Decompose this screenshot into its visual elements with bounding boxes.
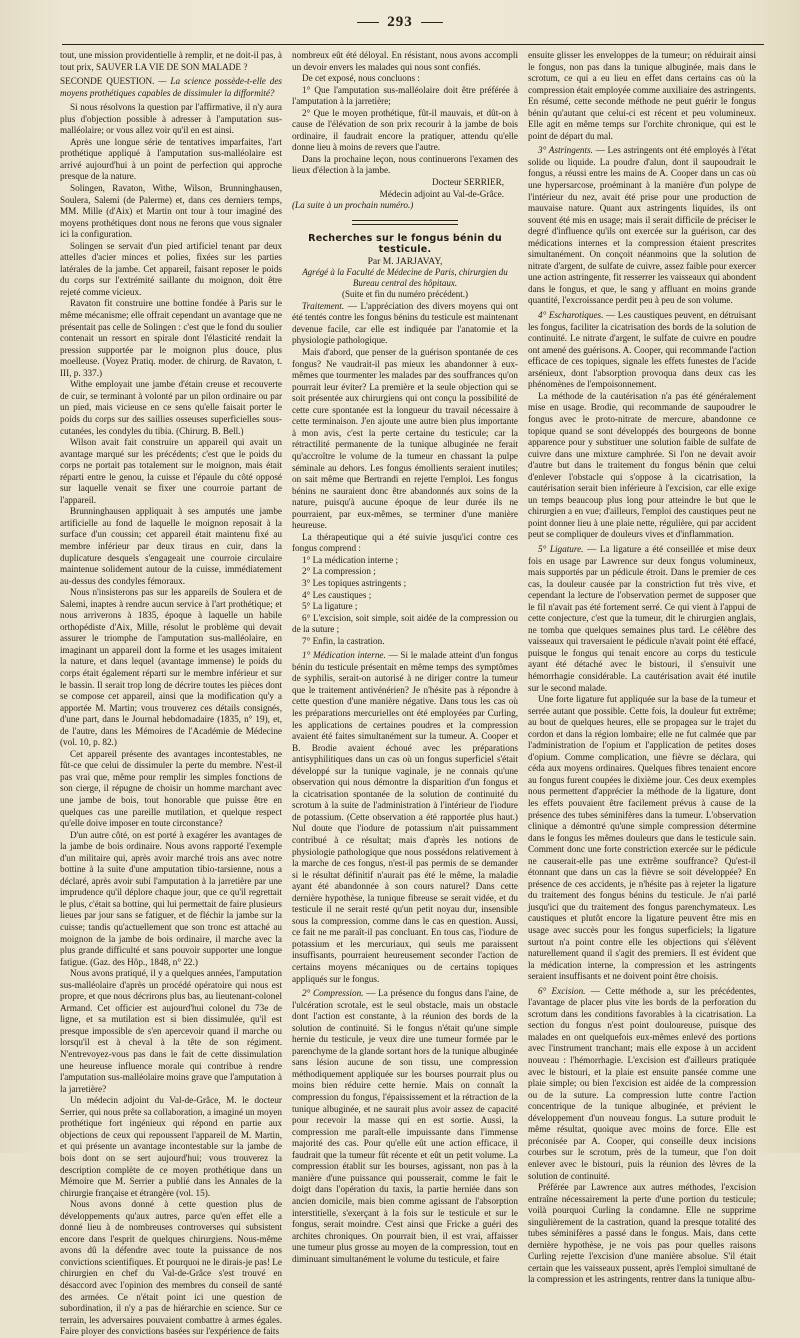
col2-paragraph: 1° Que l'amputation sus-malléolaire doit être préférée à l'amputation à la jarretière; <box>292 84 518 107</box>
col1-paragraph: Nous n'insisterons pas sur les appareils de Soulera et de Salemi, inaptes à rendre aucun service à l'art prothétique; et nous arriverons à 1835, époque à laquelle un habile orthopédiste d'Aix, Mille, résolut le problème qui devait assurer le triomphe de l'amputation sus-malléolaire, en imaginant un appareil dont la forme et les usages imitaient la nature, et dans lequel (avantage immense) le poids du corps était également réparti sur le membre inférieur et sur le bassin. Il serait trop long de décrire toutes les pièces dont se compose cet appareil, ainsi que la modification qu'y a apportée M. Martin; vous trouverez ces détails consignés, d'une part, dans le Journal hebdomadaire (1835, n° 19), et, de l'autre, dans les Mémoires de l'Académie de Médecine (vol. 10, p. 82.) <box>60 587 282 748</box>
article-title: Recherches sur le fongus bénin du testicule. <box>308 232 502 256</box>
col2-paragraph: De cet exposé, nous concluons : <box>302 73 420 84</box>
col3-paragraph: Une forte ligature fut appliquée sur la base de la tumeur et serrée autant que possible. Cette fois, la douleur fut extrême; au bout de quelques heures, elle se propagea sur le trajet du cordon et dans la région lombaire; elle ne fut calmée que par l'administration de l'opium et l'application de petites doses d'opium. Comme complication, une fièvre se déclara, qui céda aux moyens ordinaires. Quelques fibres tenaient encore au fongus furent coupées le dixième jour. Ces deux exemples nous permettent d'apprécier la méthode de la ligature, dont les effets pouvaient être facilement prévus à cause de la présence des tubes séminifères dans la tumeur. L'observation clinique a démontré qu'une simple compression détermine dans le fongus les mêmes douleurs que dans le testicule sain. Comment donc une forte constriction exercée sur le pédicule ne causerait-elle pas une extrême souffrance? Qu'est-il étonnant que dans un cas la fièvre se soit développée? En présence de ces accidents, je n'hésite pas à rejeter la ligature du traitement des fongus bénins du testicule. Je n'ai parlé jusqu'ici que du traitement des fongus parenchymateux. Les caustiques et plutôt encore la ligature peuvent être mis en usage avec succès pour les fongus superficiels; la ligature surtout n'a point contre elle les objections qui s'élèvent naturellement quand il s'agit des premiers. Il est évident que la médication interne, la compression et les astringents seraient insuffisants et ne doivent point être choisis. <box>528 694 756 982</box>
signature-title: Médecin adjoint au Val-de-Grâce. <box>379 188 504 199</box>
list-item: 4° Les caustiques ; <box>302 589 372 600</box>
second-question <box>60 76 282 99</box>
ligature-paragraph <box>528 544 756 694</box>
compression-paragraph <box>292 988 518 1265</box>
col1-intro: tout, une mission providentielle à remplir, et ne doit-il pas, à tout prix, SAUVER LA VIE DE SON MALADE ? <box>60 50 282 72</box>
col2-paragraph: Mais d'abord, que penser de la guérison spontanée de ces fongus? Ne vaudrait-il pas mieux les abandonner à eux-mêmes que tourmenter les malades par des souffrances qu'on pourrait leur éviter? La première et la seule objection qui se soit présentée aux chirurgiens qui ont conçu la possibilité de cette cure spontanée est la longueur du travail nécessaire à cette terminaison. J'en ajoute une autre bien plus importante à mon avis, c'est la perte certaine du testicule; car la rétractilité permanente de la tunique albuginée ne ferait qu'accroître le volume de la tumeur en chassant la pulpe séminale au dehors. Les fongus émollients seraient inutiles; on sait même que Bertrandi en rejette l'emploi. Les fongus bénins ne sauraient donc être abandonnés aux soins de la nature, puisqu'à aucune époque de leur durée ils ne pourraient, par eux-mêmes, se terminer d'une manière heureuse. <box>292 347 518 531</box>
col2-paragraph: 2° Que le moyen prothétique, fût-il mauvais, et dût-on à cause de l'élévation de son prix recourir à la jambe de bois ordinaire, il faudrait encore la pratiquer, attendu qu'elle donne lieu à moins de revers que l'autre. <box>292 107 518 153</box>
col2-paragraph: Dans la prochaine leçon, nous continuerons l'examen des lieux d'élection à la jambe. <box>292 153 518 176</box>
ligature-text: — La ligature a été conseillée et mise deux fois en usage par Lawrence sur deux fongus volumineux, mais supportés par un pédicule étroit. Dans le premier de ces cas, la douleur causée par la constriction fut très vive, et cependant la lecture de l'observation permet de supposer que le fil n'avait pas été fortement serré. Ce qui vient à l'appui de cette conjecture, c'est que la tumeur, dit le chirurgien anglais, ne tomba que quelques semaines plus tard. Le célèbre des vaisseaux qui traversaient le pédicule n'avait point été effacé, puisque le fongus qui tenait encore au corps du testicule ayant été détaché avec le bistouri, il s'ensuivit une hémorrhagie considérable. La cautérisation avait été inutile sur le second malade. <box>528 543 757 693</box>
signature-name: Docteur SERRIER, <box>432 177 504 188</box>
list-item: 7° Enfin, la castration. <box>302 635 385 646</box>
therapy-list <box>292 555 518 647</box>
col1-paragraph: Un médecin adjoint du Val-de-Grâce, M. le docteur Serrier, qui nous prête sa collaboration, a imaginé un moyen prothétique fort ingénieux qui répond en partie aux objections de ceux qui repoussent l'appareil de M. Martin, et qui présente un avantage incontestable sur la jambe de bois dont on se sert aujourd'hui; vous trouverez la description complète de ce moyen prothétique dans un Mémoire que M. Serrier a publié dans les Annales de la chirurgie française et étrangère (vol. 15). <box>60 1095 282 1198</box>
article-author: Par M. JARJAVAY, <box>367 255 443 267</box>
escharotics-label: 4° Escharotiques. <box>538 310 604 321</box>
col1-paragraph: Cet appareil présente des avantages incontestables, ne fût-ce que celui de dissimuler la perte du membre. N'est-il pas vrai que, même pour remplir les simples fonctions de son cierge, il répugne de choisir un homme marchant avec une jambe de bois, tout honorable que puisse être en quelques cas une pareille mutilation, et quelque respect qu'elle doive imposer en toute circonstance? <box>60 748 282 829</box>
treatment-label: Traitement. <box>302 300 345 311</box>
col3-paragraph: ensuite glisser les enveloppes de la tumeur; on réduirait ainsi le fongus, non pas dans la tunique albuginée, mais dans le scrotum, ce qui a eu lieu en effet dans certains cas où la compression était employée comme auxiliaire des astringents. En résumé, cette seconde méthode ne peut guérir le fongus bénin qu'autant que celui-ci est récent et peu volumineux. Elle agit en même temps sur l'orchite chronique, qui est le point de départ du mal. <box>528 50 756 141</box>
excision-text: — Cette méthode a, sur les précédentes, l'avantage de placer plus vite les bords de la perforation du scrotum dans les conditions favorables à la cicatrisation. La section du fongus n'est point douloureuse, puisque des malades en ont quelquefois eux-mêmes enlevé des portions avec l'instrument tranchant; mais elle expose à un accident nouveau : l'hémorrhagie. L'excision est d'ailleurs pratiquée avec le bistouri, et la plaie est ensuite pansée comme une plaie simple; ou bien l'excision est aidée de la compression ou de la suture. La compression lutte contre l'action concentrique de la tunique albuginée, et prévient le développement d'un nouveau fongus. La suture produit le même résultat, quoique avec moins de force. Elle est préconisée par A. Cooper, qui conseille deux incisions courbes sur le scrotum, près de la tumeur, que l'on doit enlever avec le bistouri, puis la réunion des lèvres de la solution de continuité. <box>528 985 756 1181</box>
col1-paragraph: Nous avons donné à cette question plus de développements qu'aux autres, parce qu'en effet elle a donné lieu à de nombreuses controverses qui subsistent encore dans l'esprit de quelques chirurgiens. Nous-même avons dû la défendre avec toute la puissance de nos convictions scientifiques. Et pourquoi ne le dirais-je pas! Le chirurgien en chef du Val-de-Grâce s'est trouvé en désaccord avec l'opinion des membres du conseil de santé des armées. Ce n'était point ici une question de subordination, il n'y a pas de hiérarchie en science. Sur ce terrain, les adversaires pouvaient combattre à armes égales. Faire ployer des convictions basées sur l'expérience de faits <box>60 1199 282 1337</box>
col3-paragraph: La méthode de la cautérisation n'a pas été généralement mise en usage. Brodie, qui recommande de saupoudrer le fongus avec le proto-nitrate de mercure, abandonne ce topique quand se sont développés des bourgeons de bonne apparence pour y substituer une solution faible de sulfate de cuivre dans une mixture camphrée. Si l'on ne devait avoir d'autre but dans le traitement du fongus bénin que celui d'enlever l'obstacle qui s'oppose à la cicatrisation, la cautérisation serait bien inférieure à l'excision, car elle exige un temps beaucoup plus long pour atteindre le but que le chirurgien a en vue; d'ailleurs, l'emploi des caustiques peut ne point donner lieu à une plaie nette, régulière, qui par accident peut se compliquer de douleurs vives et d'inflammation. <box>528 390 756 540</box>
col1-paragraph: Withe employait une jambe d'étain creuse et recouverte de cuir, se terminant à volonté par un pilon ordinaire ou par un pied, mais vicieuse en ce sens qu'elle faisait porter le poids du corps sur des saillies osseuses superficielles sous-cutanées, les condyles du tibia. (Chirurg. B. Bell.) <box>60 379 282 436</box>
list-item: 3° Les topiques astringents ; <box>302 577 407 588</box>
medication-paragraph <box>292 650 518 985</box>
list-item: 6° L'excision, soit simple, soit aidée de la compression ou de la suture ; <box>292 612 518 635</box>
col1-paragraph: Nous avons pratiqué, il y a quelques années, l'amputation sus-malléolaire d'après un procédé opératoire qui nous est propre, et que nous décrirons plus bas, au lieutenant-colonel Armand. Cet officier est aujourd'hui colonel du 73e de ligne, et sa mutilation est si bien dissimulée, qu'il est presque impossible de s'en apercevoir quand il marche ou lorsqu'il est à cheval à la tête de son régiment. N'entrevoyez-vous pas dans le fait de cette dissimulation une heureuse influence morale qui contribue à rendre l'amputation sus-malléolaire moins grave que l'amputation à la jarretière? <box>60 968 282 1094</box>
author-affiliation: Agrégé à la Faculté de Médecine de Paris, chirurgien du Bureau central des hôpitaux. <box>302 267 508 289</box>
col1-paragraph: Solingen se servait d'un pied artificiel tenant par deux attelles d'acier minces et polies, fixées sur les parties latérales de la jambe. Cet appareil, faisant reposer le poids du corps sur l'extrémité saillante du moignon, doit être rejeté comme vicieux. <box>60 240 282 297</box>
col3-paragraph: Préférée par Lawrence aux autres méthodes, l'excision entraîne nécessairement la perte d'une portion du testicule; voilà pourquoi Curling la condamne. Elle ne supprime singulièrement de la castration, quand la presque totalité des tubes séminifères a passé dans le fongus. Mais, dans cette dernière hypothèse, je ne vois pas pour quelles raisons Curling rejette l'excision d'une manière absolue. S'il était certain que les vaisseaux pussent, après l'emploi simultané de la compression et les astringents, rentrer dans la tunique albu- <box>528 1182 756 1285</box>
col2-paragraph: nombreux eût été déloyal. En résistant, nous avons accompli un devoir envers les malades qui nous sont confiés. <box>292 50 518 72</box>
escharotics-text: — Les caustiques peuvent, en détruisant les fongus, faciliter la cicatrisation des bords de la solution de continuité. Le nitrate d'argent, le sulfate de cuivre en poudre ont amené des guérisons. A. Cooper, qui recommande l'action efficace de ces topiques, signale les effets funestes de l'acide arsénieux, dont l'absorption provoqua dans deux cas les phénomènes de l'empoisonnement. <box>528 310 756 390</box>
excision-paragraph <box>528 986 756 1182</box>
list-item: 2° La compression ; <box>302 566 376 577</box>
ligature-label: 5° Ligature. <box>538 543 584 554</box>
col2-paragraph: La thérapeutique qui a été suivie jusqu'ici contre ces fongus comprend : <box>292 531 518 554</box>
second-question-label: SECONDE QUESTION. <box>60 76 155 87</box>
col1-paragraph: D'un autre côté, on est porté à exagérer les avantages de la jambe de bois ordinaire. Nous avons rapporté l'exemple d'un militaire qui, après avoir marché trois ans avec notre bottine à la suite d'une amputation tibio-tarsienne, nous a déclaré, après avoir subi l'amputation à la jarretière par une imprudence qu'il déplore chaque jour, que ce qu'il regrettait le plus, c'était sa bottine, qui lui permettait de faire plusieurs lieues par jour sans se fatiguer, et de fléchir la jambe sur la cuisse; tandis qu'actuellement que son tronc est attaché au moignon de la jambe de bois ordinaire, il marche avec la plus grande difficulté et sans pouvoir supporter une longue fatigue. (Gaz. des Hôp., 1848, n° 22.) <box>60 829 282 967</box>
column-1 <box>60 50 282 1337</box>
medication-text: — Si le malade atteint d'un fongus bénin du testicule présentait en même temps des symptômes de syphilis, serait-on autorisé à ne diriger contre la tumeur que le traitement antivénérien? Je n'hésite pas à répondre à cette question d'une manière négative. Dans tous les cas où les préparations mercurielles ont été employées par Curling, les applications de certaines poudres et la compression avaient été faites simultanément sur la tumeur. A. Cooper et B. Brodie avaient échoué avec les préparations antisyphilitiques dans un cas où un fongus superficiel s'était développé sur la tunique vaginale, je ne connais qu'une observation qui nous démontre la disparition d'un fongus et la cicatrisation spontanée de la solution de continuité du scrotum à la suite de l'administration à l'intérieur de l'iodure de potassium. (Cette observation a été rapportée plus haut.) Nul doute que l'iodure de potassium n'ait puissamment contribué à ce résultat; mais d'après les notions de physiologie pathologique que nous possédons relativement à la marche de ces fongus, n'est-il pas permis de se demander si le résultat définitif n'aurait pas été le même, la maladie ayant été abandonnée à son cours naturel? Dans cette dernière hypothèse, la tunique fibreuse se serait vidée, et du testicule il ne serait resté qu'un petit noyau dur, insensible sous la compression, comme dans le cas en question. Aussi, ce fait ne me paraît-il pas concluant. En tous cas, l'iodure de potassium et les mercuriaux, qui seuls me paraissent insuffisants, pourraient heureusement seconder l'action de certains moyens mécaniques ou de certains topiques appliqués sur le fongus. <box>292 650 518 984</box>
continued-note: (La suite à un prochain numéro.) <box>292 200 414 211</box>
column-3 <box>528 50 757 1285</box>
compression-text: — La présence du fongus dans l'aine, de l'ulcération scrotale, est le seul obstacle, mais un obstacle dont l'action est constante, à la réunion des bords de la solution de continuité. Si le fongus n'était qu'une simple hernie du testicule, je veux dire une tumeur formée par le parenchyme de la glande sortant hors de la tunique albuginée sans lésion aucune de son tissu, une compression méthodiquement appliquée sur les bourses pourrait plus ou moins bien réduire cette hernie. Mais on connaît la compression du fongus, l'épaississement et la rétraction de la tunique albuginée, et ne saurait plus avoir assez de capacité pour recevoir la masse qui en est sortie. Aussi, la compression me paraît-elle impuissante dans l'immense majorité des cas. Pour qu'elle eût une action efficace, il faudrait que la tumeur fût récente et eût un petit volume. La compression établit sur les bourses, agissant, non pas à la manière d'une puissance qui pousserait, comme le fait le doigt dans l'opération du taxis, la partie herniée dans son ancien domicile, mais bien comme agissant de l'absorption interstitielle, s'exerçant à la fois sur le testicule et sur le fongus, serait moindre. C'est ainsi que Fricke a guéri des archites chroniques. On pourrait bien, il est vrai, affaisser une tumeur plus grosse au moyen de la compression, tout en diminuant simultanément le volume du testicule, et faire <box>292 988 518 1264</box>
page-number: 293 <box>0 14 800 31</box>
compression-label: 2° Compression. <box>302 988 364 999</box>
astringents-text: — Les astringents ont été employés à l'état solide ou liquide. La poudre d'alun, dont il saupoudrait le fongus, a réussi entre les mains de A. Cooper dans un cas où une hypersarcose, proéminant à la manière d'un polype de l'intérieur du nez, avait été prise pour une production de mauvaise nature. Quant aux astringents liquides, ils ont souvent été mis en usage; mais il serait difficile de préciser le degré d'influence qu'ils ont exercée sur la guérison, car des médications internes et la compression étaient prescrites simultanément. On conçoit néanmoins que la solution de nitrate d'argent, de sulfate de cuivre, assez faible pour exercer une action astringente, fit resserrer les vaisseaux qui abondent dans le fongus, et que, le sang y affluant en moins grande quantité, l'excroissance perdit peu à peu de son volume. <box>528 145 756 306</box>
second-question-text: — La science possède-t-elle des moyens prothétiques capables de dissimuler la difformité? <box>60 76 282 98</box>
treatment-paragraph <box>292 301 518 347</box>
astringents-label: 3° Astringents. <box>538 145 593 156</box>
col1-paragraph: Solingen, Ravaton, Withe, Wilson, Brunninghausen, Soulera, Salemi (de Palerme) et, dans ces derniers temps, MM. Mille (d'Aix) et Martin ont tour à tour imaginé des moyens prothétiques dont nous ne ferons que vous signaler ici la configuration. <box>60 183 282 240</box>
col1-paragraph: Brunninghausen appliquait à ses amputés une jambe artificielle au fond de laquelle le moignon reposait à la surface d'un coussin; cet appareil était maintenu fixé au membre inférieur par deux tiraus en cuir, dans la duplicature desquels s'engageait une courroie circulaire maintenue solidement autour de la cuisse, immédiatement au-dessus des condyles fémoraux. <box>60 506 282 586</box>
col1-paragraph: Wilson avait fait construire un appareil qui avait un avantage marqué sur les précédents; c'est que le poids du corps ne portait pas totalement sur le moignon, mais était réparti entre le genou, la cuisse et l'épaule du côté opposé sur laquelle venait se fixer une courroie partant de l'appareil. <box>60 437 282 505</box>
header-rule <box>62 44 764 45</box>
col1-paragraph: Si nous résolvons la question par l'affirmative, il n'y aura plus d'objection possible à adresser à l'amputation sus-malléolaire; or vous allez voir qu'il en est ainsi. <box>60 102 282 136</box>
article-separator <box>352 220 458 225</box>
astringents-paragraph <box>528 145 756 307</box>
list-item: 5° La ligature ; <box>302 601 358 612</box>
treatment-text: — L'appréciation des divers moyens qui ont été tentés contre les fongus bénins du testicule est maintenant devenue facile, car elle est indiquée par l'anatomie et la physiologie pathologique. <box>292 300 518 346</box>
column-2 <box>292 50 518 1264</box>
escharotics-paragraph <box>528 310 756 391</box>
col1-paragraph: Ravaton fit construire une bottine fondée à Paris sur le même mécanisme; elle offrait cependant un avantage que ne présentait pas celle de Solingen : c'est que le fond du soulier contenait un ressort en spirale dont l'élasticité rendait la pression supportée par le moignon plus douce, plus moelleuse. (Voyez Pratiq. moder. de chirurg. de Ravaton, t. III, p. 337.) <box>60 298 282 378</box>
col1-paragraph: Après une longue série de tentatives imparfaites, l'art prothétique appliqué à l'amputation sus-malléolaire est arrivé aujourd'hui à un point de perfection qui approche presque de la nature. <box>60 136 282 182</box>
medication-label: 1° Médication interne. <box>302 650 386 661</box>
list-item: 1° La médication interne ; <box>302 554 399 565</box>
continuation-note: (Suite et fin du numéro précédent.) <box>342 289 468 300</box>
excision-label: 6° Excision. <box>538 985 586 996</box>
